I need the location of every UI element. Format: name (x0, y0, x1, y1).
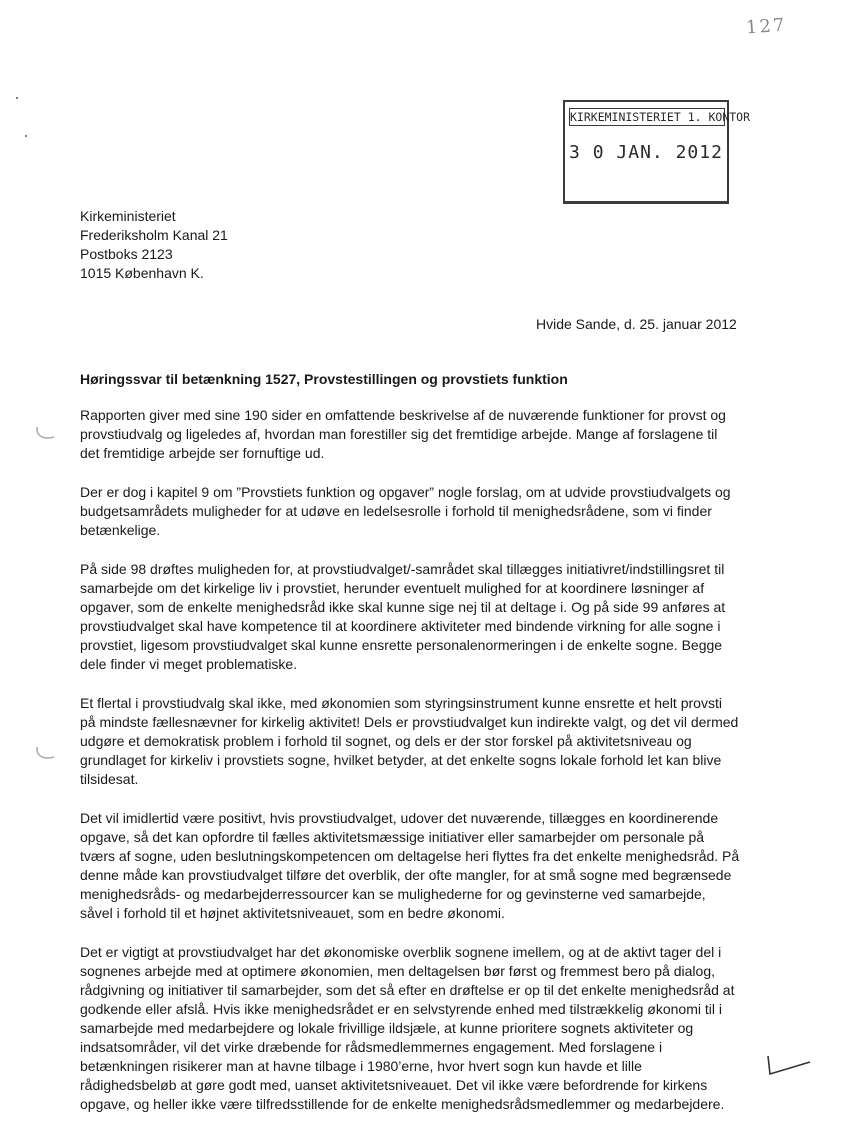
recipient-address (80, 207, 228, 283)
recipient-city: 1015 København K. (80, 265, 204, 281)
scan-speck (16, 97, 18, 99)
received-stamp (563, 100, 751, 204)
stamp-office: KIRKEMINISTERIET 1. KONTOR (570, 110, 751, 124)
recipient-street: Frederiksholm Kanal 21 (80, 227, 228, 243)
place-and-date: Hvide Sande, d. 25. januar 2012 (536, 316, 737, 332)
handwritten-page-number: 127 (745, 14, 788, 39)
recipient-po-box: Postboks 2123 (80, 246, 173, 262)
stamp-date: 3 0 JAN. 2012 (569, 142, 723, 163)
subject-heading: Høringssvar til betænkning 1527, Provstestillingen og provstiets funktion (80, 371, 568, 387)
paragraph: Der er dog i kapitel 9 om ”Provstiets funktion og opgaver” nogle forslag, om at udvide provstiudvalgets og budgetsamrådets muligheder for at udøve en ledelsesrolle i forhold til menighedsrådene, som vi finder betænkelige. (80, 484, 731, 538)
paragraph: Rapporten giver med sine 190 sider en omfattende beskrivelse af de nuværende funktioner for provst og provstiudvalg og ligeledes af, hvordan man forestiller sig det fremtidige arbejde. Mange af forslagene til det fremtidige arbejde ser fornuftige ud. (80, 407, 726, 461)
paragraph: Det er vigtigt at provstiudvalget har det økonomiske overblik sognene imellem, og at de aktivt tager del i sognenes arbejde med at optimere økonomien, men deltagelsen bør først og fremmest bero på dialog, rådgivning og initiativer til samarbejder, som det så efter en drøftelse er op til det enkelte menighedsråd at godkende eller afslå. Hvis ikke menighedsrådet er en selvstyrende enhed med tilstrækkelig økonomi til i samarbejde med medarbejdere og lokale frivillige ildsjæle, at kunne prioritere sognets aktiviteter og indsatsområder, vil det virke dræbende for rådsmedlemmernes engagement. Med forslagene i betænkningen risikerer man at havne tilbage i 1980’erne, hvor hvert sogn kun havde et lille rådighedsbeløb at gøre godt med, uanset aktivitetsniveauet. Det vil ikke være befordrende for kirkens opgave, og heller ikke være tilfredsstillende for de enkelte menighedsrådsmedlemmer og medarbejdere. (80, 944, 735, 1112)
scan-speck (25, 135, 27, 137)
punch-hole-mark (34, 744, 58, 764)
punch-hole-mark (34, 424, 58, 444)
paragraph: På side 98 drøftes muligheden for, at provstiudvalget/-samrådet skal tillægges initiativret/indstillingsret til samarbejde om det kirkelige liv i provstiet, herunder eventuelt mulighed for at koordinere løsninger af opgaver, som de enkelte menighedsråd ikke skal kunne sige nej til at deltage i. Og på side 99 anføres at provstiudvalget skal have kompetence til at koordinere aktiviteter med bindende virkning for alle sogne i provstiet, ligesom provstiudvalget skal kunne ensrette personalenormeringen i de enkelte sogne. Begge dele finder vi meget problematiske. (80, 561, 726, 672)
letter-body (80, 406, 740, 1134)
recipient-name: Kirkeministeriet (80, 208, 176, 224)
paragraph: Et flertal i provstiudvalg skal ikke, med økonomien som styringsinstrument kunne ensrette et helt provsti på mindste fællesnævner for kirkelig aktivitet! Dels er provstiudvalget kun indirekte valgt, og det vil dermed udgøre et demokratisk problem i forhold til sognet, og dels er der stor forskel på aktivitetsniveau og grundlaget for kirkeliv i provstiets sogne, hvilket betyder, at det enkelte sogns lokale forhold let kan blive tilsidesat. (80, 695, 739, 787)
check-mark-icon (764, 1052, 816, 1080)
paragraph: Det vil imidlertid være positivt, hvis provstiudvalget, udover det nuværende, tillægges en koordinerende opgave, så det kan opfordre til fælles aktivitetsmæssige initiativer eller samarbejder om personale på tværs af sogne, uden beslutningskompetencen om deltagelse heri flyttes fra det enkelte menighedsråd. På denne måde kan provstiudvalget tilføre det overblik, der ofte mangler, for at små sogne med begrænsede menighedsråds- og medarbejderressourcer kan se mulighederne for og gevinsterne ved samarbejde, såvel i forhold til et højnet aktivitetsniveauet, som en bedre økonomi. (80, 810, 740, 921)
